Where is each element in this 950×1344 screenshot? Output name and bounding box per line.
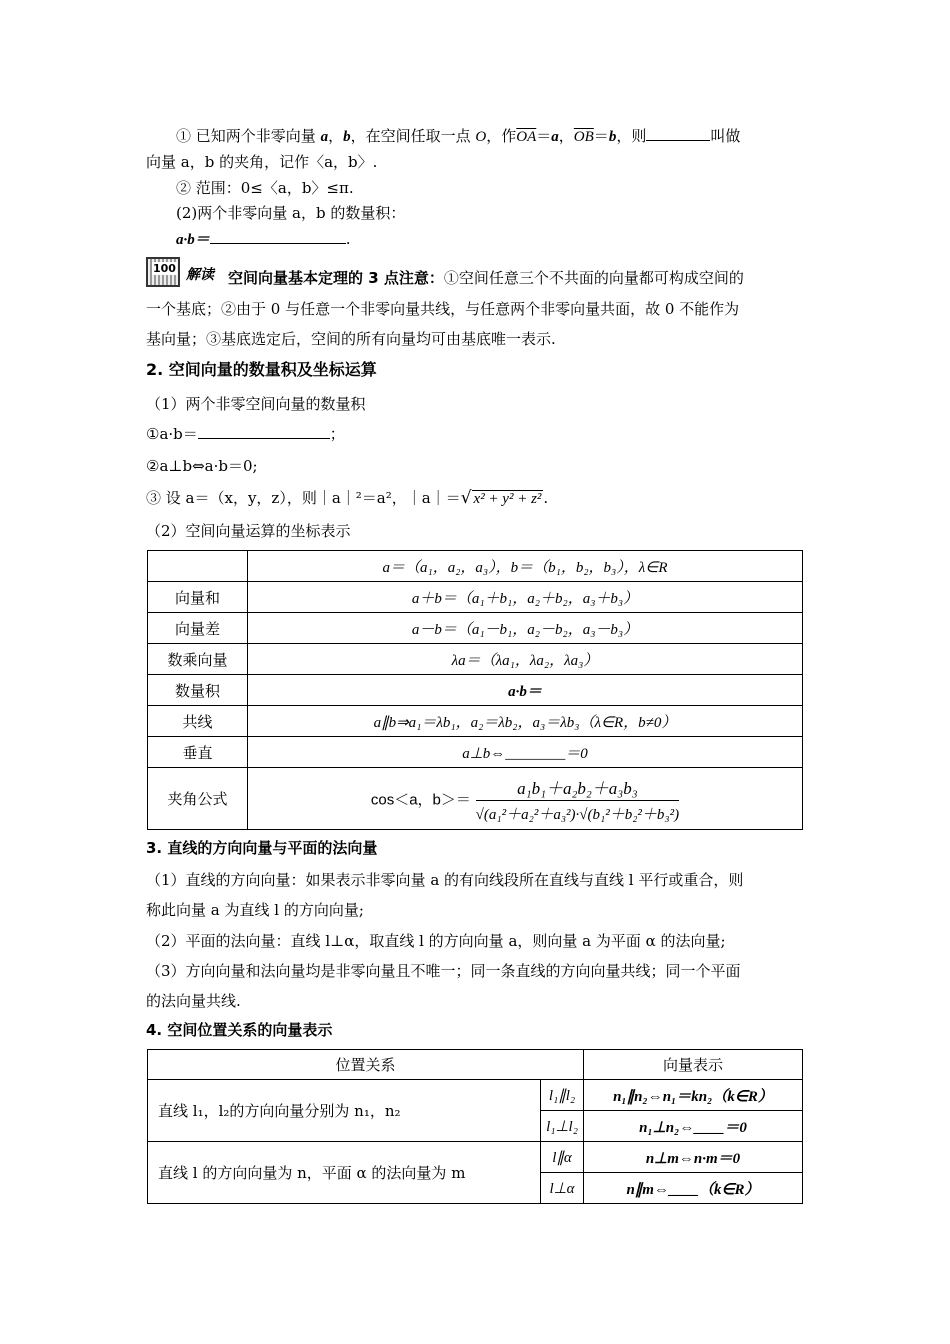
relation-cell: l⊥α [541, 1173, 584, 1204]
sec2-p5: （2）空间向量运算的坐标表示 [146, 522, 351, 540]
table1-row-expr: a－b＝（a₁－b₁，a₂－b₂，a₃－b₃） [248, 613, 803, 644]
jiedu-tag: 解读 [186, 267, 214, 283]
intro-line-3: ② 范围：0≤〈a，b〉≤π. [176, 179, 354, 197]
section-2-heading: 2. 空间向量的数量积及坐标运算 [146, 360, 377, 379]
table1-row-name: 向量和 [148, 582, 248, 613]
note-line-2: 一个基底；②由于 0 与任意一个非零向量共线，与任意两个非零向量共面，故 0 不能作为 [146, 300, 740, 318]
sec3-p2: （2）平面的法向量：直线 l⊥α，取直线 l 的方向向量 a，则向量 a 为平面 α 的法向量; [146, 932, 726, 950]
table1-row-name: 共线 [148, 706, 248, 737]
col-vector-representation: 向量表示 [584, 1050, 803, 1080]
angle-formula-cell: cos＜a，b＞＝ $\frac{\text{a₁b₁＋a₂b₂＋a₃b₃}}{\text{√(a₁²＋a₂²＋a₃²)·√(b₁²＋b₂²＋b₃²)}}$ [248, 768, 803, 830]
intro-line-1: ① 已知两个非零向量 a，b，在空间任取一点 O，作$\overline{OA}=a$，$\overline{OB}=b$，则 叫做 [176, 127, 741, 145]
sec3-p1b: 称此向量 a 为直线 l 的方向向量; [146, 901, 364, 919]
badge-100-icon: 100 [146, 257, 180, 287]
section-4-heading: 4. 空间位置关系的向量表示 [146, 1021, 333, 1039]
table1-row-name: 向量差 [148, 613, 248, 644]
intro-line-4: (2)两个非零向量 a，b 的数量积： [176, 204, 406, 222]
note-line-3: 基向量；③基底选定后，空间的所有向量均可由基底唯一表示. [146, 330, 556, 348]
table1-row-expr: a·b＝ [248, 675, 803, 706]
intro-line-2: 向量 a，b 的夹角，记作〈a，b〉. [146, 153, 378, 171]
sec2-p2: ①a·b＝ ； [146, 425, 345, 443]
intro-line-5: a·b＝ . [176, 230, 351, 248]
table1-row-expr: a∥b⇒a₁＝λb₁，a₂＝λb₂，a₃＝λb₃（λ∈R，b≠0） [248, 706, 803, 737]
sec2-p3: ②a⊥b⇔a·b＝0; [146, 457, 258, 475]
position-relation-table [147, 1049, 803, 1204]
col-position-relation: 位置关系 [148, 1050, 584, 1080]
table1-row-name: 数量积 [148, 675, 248, 706]
table1-row-name: 垂直 [148, 737, 248, 768]
table1-header: a＝（a₁，a₂，a₃），b＝（b₁，b₂，b₃），λ∈R [248, 551, 803, 582]
angle-formula-fraction: $\frac{\text{a₁b₁＋a₂b₂＋a₃b₃}}{\text{√(a₁²＋a₂²＋a₃²)·√(b₁²＋b₂²＋b₃²)}}$ [476, 774, 679, 824]
sec3-p3b: 的法向量共线. [146, 992, 241, 1010]
sec2-p1: （1）两个非零空间向量的数量积 [146, 395, 366, 413]
vector-cell: n₁⊥n₂⇔____＝0 [584, 1111, 803, 1142]
relation-cell: l₁⊥l₂ [541, 1111, 584, 1142]
vector-cell: n∥m⇔____（k∈R） [584, 1173, 803, 1204]
table1-row-expr: a＋b＝（a₁＋b₁，a₂＋b₂，a₃＋b₃） [248, 582, 803, 613]
section-3-heading: 3. 直线的方向向量与平面的法向量 [146, 839, 378, 857]
table1-row-expr: λa＝（λa₁，λa₂，λa₃） [248, 644, 803, 675]
group-two-lines: 直线 l₁，l₂的方向向量分别为 n₁，n₂ [148, 1080, 541, 1142]
relation-cell: l∥α [541, 1142, 584, 1173]
vector-cell: n⊥m⇔n·m＝0 [584, 1142, 803, 1173]
coordinate-operations-table [147, 550, 803, 830]
vector-cell: n₁∥n₂⇔n₁＝kn₂（k∈R） [584, 1080, 803, 1111]
table1-row-name: 夹角公式 [148, 768, 248, 830]
sec3-p3a: （3）方向向量和法向量均是非零向量且不唯一；同一条直线的方向向量共线；同一个平面 [146, 962, 741, 980]
sec2-p4: ③ 设 a＝（x，y，z），则｜a｜²＝a²，｜a｜＝√ x² + y² + z² . [146, 488, 549, 508]
table1-row-expr: a⊥b⇔________＝0 [248, 737, 803, 768]
note-line-1: 空间向量基本定理的 3 点注意：①空间任意三个不共面的向量都可构成空间的 [228, 269, 744, 287]
relation-cell: l₁∥l₂ [541, 1080, 584, 1111]
table1-row-name: 数乘向量 [148, 644, 248, 675]
sec3-p1a: （1）直线的方向向量：如果表示非零向量 a 的有向线段所在直线与直线 l 平行或重合，则 [146, 871, 744, 889]
group-line-plane: 直线 l 的方向向量为 n，平面 α 的法向量为 m [148, 1142, 541, 1204]
